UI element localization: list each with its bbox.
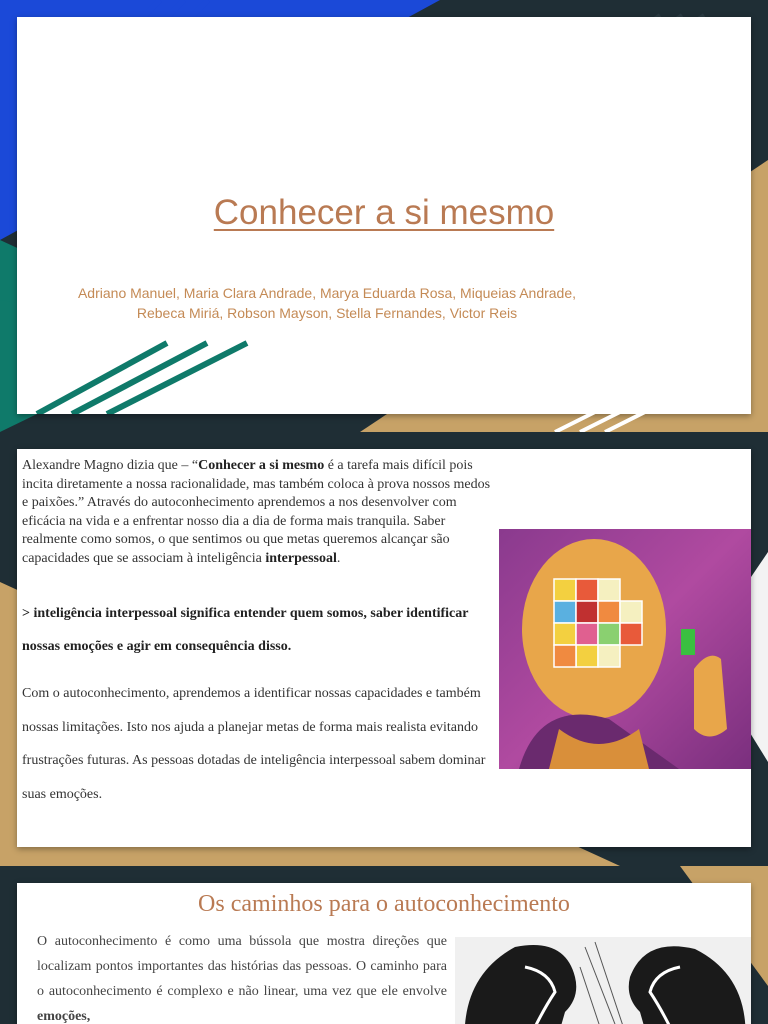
paragraph-1-text-b: é a tarefa mais difícil pois incita diretamente a nossa racionalidade, mas também coloca à prova nossos medos e paixões.” Através do autoconhecimento aprendemos a nos desenvolver com eficácia na vida e a enfrentar nosso dia a dia de forma mais tranquila. Saber realmente como somos, o que sentimos ou que metas queremos alcançar são capacidades que se associam à inteligência <box>22 458 491 566</box>
paragraph-1-text-a: Alexandre Magno dizia que – “ <box>22 458 199 473</box>
authors-line-1: Adriano Manuel, Maria Clara Andrade, Marya Eduarda Rosa, Miqueias Andrade, <box>77 285 577 301</box>
slide-intro <box>0 432 768 866</box>
section-title: Os caminhos para o autoconhecimento <box>198 891 570 917</box>
authors-line-2: Rebeca Miriá, Robson Mayson, Stella Fernandes, Victor Reis <box>136 305 518 321</box>
puzzle-head-illustration <box>499 529 751 769</box>
authors <box>47 283 607 323</box>
slide-paths <box>0 866 768 1024</box>
paragraph-1-bold-a: Conhecer a si mesmo <box>198 458 325 473</box>
paragraph-3: Com o autoconhecimento, aprendemos a identificar nossas capacidades e também nossas limitações. Isto nos ajuda a planejar metas de forma mais realista evitando frustrações futuras. As pessoas dotadas de inteligência interpessoal sabem dominar suas emoções. <box>22 686 486 802</box>
paragraph-1 <box>22 457 498 568</box>
paragraph-1-text: O autoconhecimento é como uma bússola que mostra direções que localizam pontos importantes das histórias das pessoas. O caminho para o autoconhecimento é complexo e não linear, uma vez que ele envolve <box>37 934 447 999</box>
puzzle-head-image <box>499 529 751 769</box>
content-card <box>17 449 751 847</box>
paragraph-2: > inteligência interpessoal significa entender quem somos, saber identificar nossas emoções e agir em consequência disso. <box>22 606 469 654</box>
page-title: Conhecer a si mesmo <box>213 193 555 232</box>
paragraph-1-text-c: . <box>336 550 341 566</box>
paragraph-1-bold: emoções, <box>37 1009 91 1024</box>
title-card <box>17 17 751 414</box>
faces-illustration <box>455 937 751 1024</box>
paragraph-1 <box>37 929 447 1024</box>
faces-image <box>455 937 751 1024</box>
slide-title <box>0 0 768 432</box>
paragraph-1-bold-b: interpessoal <box>265 550 337 566</box>
content-card <box>17 883 751 1024</box>
